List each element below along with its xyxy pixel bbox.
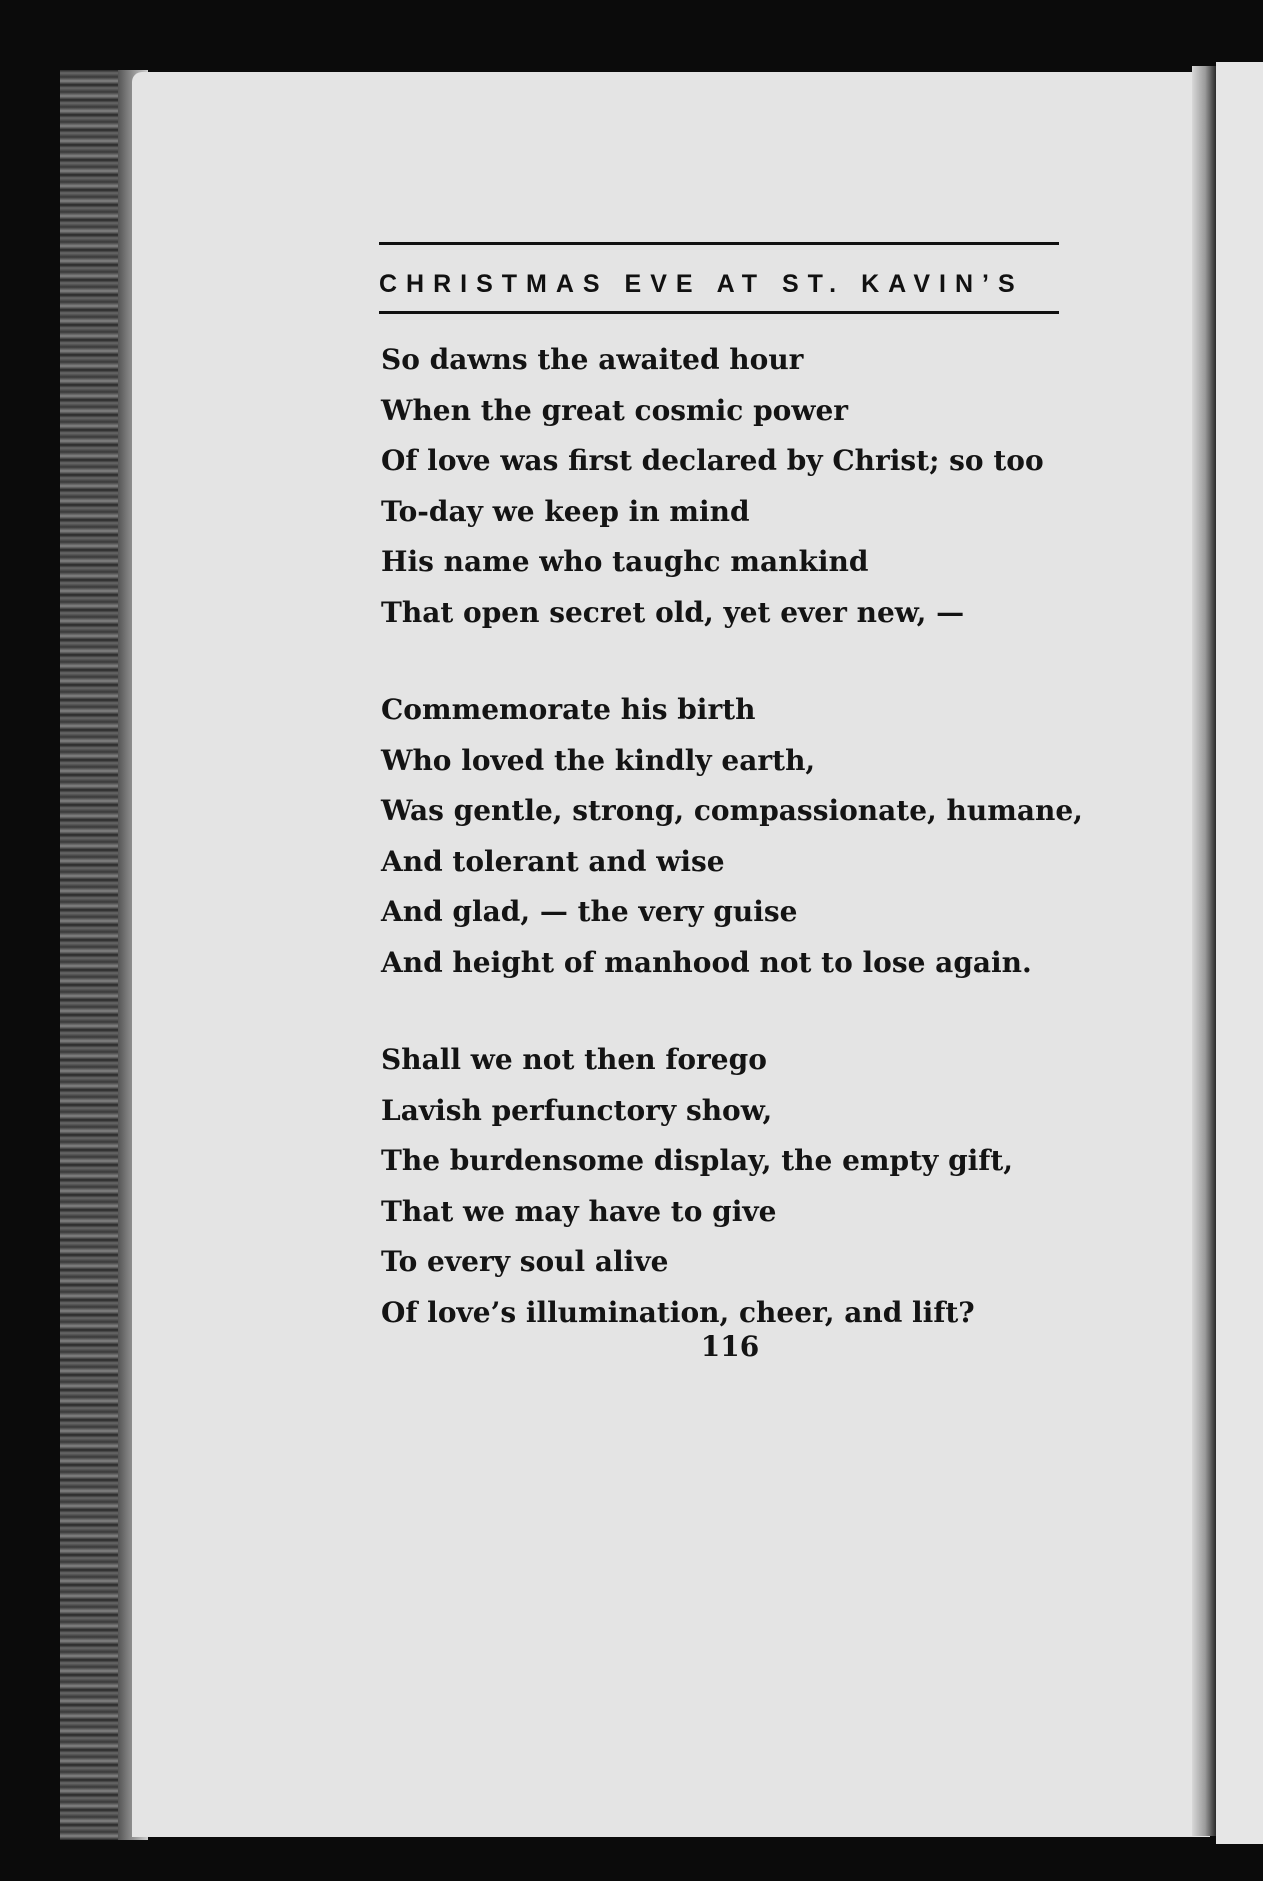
stanza [381, 335, 1101, 638]
poem-line: The burdensome display, the empty gift, [381, 1144, 1014, 1177]
facing-page-edge [1216, 62, 1263, 1844]
poem-body [381, 335, 1101, 1385]
poem-line: That we may have to give [381, 1194, 777, 1228]
poem-line: That open secret old, yet ever new, — [381, 595, 965, 629]
poem-line: And height of manhood not to lose again. [381, 945, 1032, 979]
poem-line: Of love was first declared by Christ; so too [381, 444, 1044, 477]
poem-line: Was gentle, strong, compassionate, humane, [381, 794, 1083, 827]
poem-line: Lavish perfunctory show, [381, 1093, 773, 1127]
poem-line: Of love’s illumination, cheer, and lift? [381, 1295, 975, 1329]
poem-line: When the great cosmic power [381, 393, 849, 427]
page-header [379, 242, 1059, 314]
stanza [381, 685, 1101, 988]
poem-line: To every soul alive [381, 1245, 669, 1278]
stanza [381, 1035, 1101, 1338]
poem-line: Shall we not then forego [381, 1043, 767, 1076]
poem-line: So dawns the awaited hour [381, 343, 804, 376]
poem-line: And glad, — the very guise [381, 895, 798, 928]
poem-line: Who loved the kindly earth, [381, 743, 816, 777]
running-title: CHRISTMAS EVE AT ST. KAVIN’S [379, 270, 1024, 298]
poem-line: To-day we keep in mind [381, 494, 750, 528]
header-rule-top [379, 242, 1059, 245]
page-number: 116 [700, 1330, 760, 1363]
page-edge [1192, 66, 1216, 1836]
poem-line: Commemorate his birth [381, 693, 756, 726]
poem-line: His name who taughc mankind [381, 545, 869, 578]
poem-line: And tolerant and wise [381, 844, 725, 878]
header-rule-bottom [379, 311, 1059, 314]
